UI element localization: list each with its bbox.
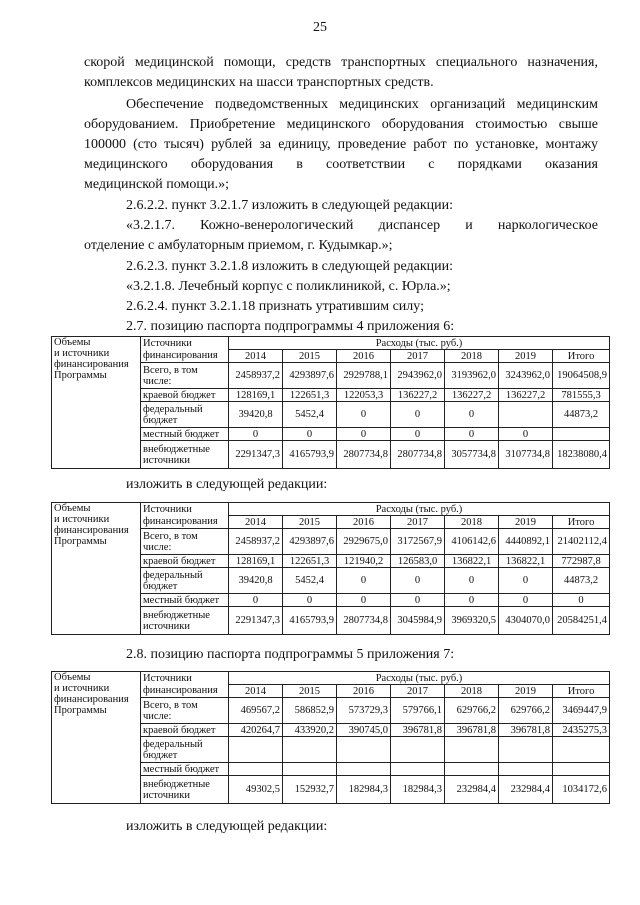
table-cell: 573729,3 — [337, 698, 391, 724]
passport-table-new-subprogram-4 — [51, 502, 610, 635]
year-header: 2015 — [283, 516, 337, 529]
table-cell — [553, 737, 610, 763]
table-cell — [391, 737, 445, 763]
row-label: местный бюджет — [141, 594, 229, 607]
passport-table-old-subprogram-4 — [51, 336, 610, 469]
text-line: 2.6.2.4. пункт 3.2.1.18 признать утратившим силу; — [126, 299, 424, 314]
table-cell: 128169,1 — [229, 389, 283, 402]
table-cell: 3243962,0 — [499, 363, 553, 389]
year-header: 2018 — [445, 516, 499, 529]
table-cell: 3969320,5 — [445, 607, 499, 635]
table-cell: 0 — [229, 594, 283, 607]
table-cell: 3107734,8 — [499, 441, 553, 469]
year-header: 2016 — [337, 350, 391, 363]
table-cell: 0 — [391, 402, 445, 428]
table-cell: 4106142,6 — [445, 529, 499, 555]
year-header: 2017 — [391, 685, 445, 698]
row-label: Всего, в том числе: — [141, 363, 229, 389]
table-cell: 0 — [553, 594, 610, 607]
year-header: 2015 — [283, 685, 337, 698]
table-cell: 3469447,9 — [553, 698, 610, 724]
table-cell: 396781,8 — [499, 724, 553, 737]
table-cell: 49302,5 — [229, 776, 283, 804]
expenses-header: Расходы (тыс. руб.) — [229, 337, 610, 350]
table-cell: 629766,2 — [445, 698, 499, 724]
page-number: 25 — [313, 20, 327, 35]
table-cell — [337, 737, 391, 763]
text-line: комплексов медицинских на шасси транспортных средств. — [84, 75, 434, 90]
table-cell: 4293897,6 — [283, 529, 337, 555]
text-line: оборудованием. Приобретение медицинского оборудования стоимостью свыше — [84, 117, 598, 132]
table-cell: 122651,3 — [283, 389, 337, 402]
row-label: краевой бюджет — [141, 555, 229, 568]
table-cell: 0 — [499, 428, 553, 441]
row-label: внебюджетные источники — [141, 776, 229, 804]
table-cell: 136822,1 — [499, 555, 553, 568]
row-label: краевой бюджет — [141, 724, 229, 737]
table-cell: 4165793,9 — [283, 441, 337, 469]
text-line: изложить в следующей редакции: — [126, 819, 328, 834]
table-label: Объемы и источники финансирования Программы — [52, 672, 141, 804]
text-line: 2.7. позицию паспорта подпрограммы 4 приложения 6: — [126, 319, 455, 334]
table-cell: 2291347,3 — [229, 607, 283, 635]
row-label: Всего, в том числе: — [141, 529, 229, 555]
row-label: внебюджетные источники — [141, 607, 229, 635]
table-cell: 136227,2 — [445, 389, 499, 402]
table-cell: 2807734,8 — [337, 607, 391, 635]
table-cell: 122053,3 — [337, 389, 391, 402]
table-label: Объемы и источники финансирования Программы — [52, 337, 141, 469]
table-cell: 152932,7 — [283, 776, 337, 804]
table-cell: 2435275,3 — [553, 724, 610, 737]
table-cell: 4304070,0 — [499, 607, 553, 635]
table-cell: 2291347,3 — [229, 441, 283, 469]
expenses-header: Расходы (тыс. руб.) — [229, 672, 610, 685]
table-cell: 0 — [337, 568, 391, 594]
text-line: изложить в следующей редакции: — [126, 477, 328, 492]
table-cell: 0 — [391, 428, 445, 441]
table-cell: 396781,8 — [391, 724, 445, 737]
table-cell: 0 — [499, 594, 553, 607]
table-cell — [229, 737, 283, 763]
year-header: 2019 — [499, 685, 553, 698]
table-cell: 0 — [337, 428, 391, 441]
table-cell: 2458937,2 — [229, 363, 283, 389]
year-header: 2015 — [283, 350, 337, 363]
year-header: 2014 — [229, 685, 283, 698]
text-line: отделение с амбулаторным приемом, г. Кудымкар.»; — [84, 238, 393, 253]
table-cell: 4293897,6 — [283, 363, 337, 389]
table-cell — [283, 737, 337, 763]
passport-table-old-subprogram-5 — [51, 671, 610, 804]
table-cell — [499, 763, 553, 776]
table-cell: 136822,1 — [445, 555, 499, 568]
table-cell: 232984,4 — [499, 776, 553, 804]
table-cell: 39420,8 — [229, 568, 283, 594]
table-cell: 4440892,1 — [499, 529, 553, 555]
table-cell — [283, 763, 337, 776]
text-line: 100000 (сто тысяч) рублей за единицу, проведение работ по установке, монтажу — [84, 137, 598, 152]
table-cell: 2458937,2 — [229, 529, 283, 555]
table-cell: 579766,1 — [391, 698, 445, 724]
table-cell: 0 — [283, 428, 337, 441]
table-cell: 5452,4 — [283, 568, 337, 594]
text-line: 2.6.2.3. пункт 3.2.1.8 изложить в следующей редакции: — [126, 259, 453, 274]
table-cell: 2807734,8 — [391, 441, 445, 469]
row-label: федеральный бюджет — [141, 402, 229, 428]
year-header: 2018 — [445, 685, 499, 698]
row-label: внебюджетные источники — [141, 441, 229, 469]
table-cell: 390745,0 — [337, 724, 391, 737]
total-header: Итого — [553, 685, 610, 698]
row-label: местный бюджет — [141, 763, 229, 776]
table-cell: 420264,7 — [229, 724, 283, 737]
table-cell: 0 — [283, 594, 337, 607]
text-line: «3.2.1.7. Кожно-венерологический диспансер и наркологическое — [126, 218, 598, 233]
table-cell: 21402112,4 — [553, 529, 610, 555]
table-cell: 0 — [445, 568, 499, 594]
expenses-header: Расходы (тыс. руб.) — [229, 503, 610, 516]
total-header: Итого — [553, 516, 610, 529]
table-cell: 136227,2 — [499, 389, 553, 402]
sources-header: Источники финансирования — [141, 672, 229, 698]
table-cell — [445, 763, 499, 776]
table-cell: 5452,4 — [283, 402, 337, 428]
table-cell — [499, 402, 553, 428]
table-cell: 0 — [499, 568, 553, 594]
text-line: медицинской помощи.»; — [84, 177, 230, 192]
table-cell: 433920,2 — [283, 724, 337, 737]
table-cell: 629766,2 — [499, 698, 553, 724]
table-cell: 3057734,8 — [445, 441, 499, 469]
table-cell: 1034172,6 — [553, 776, 610, 804]
table-cell — [229, 763, 283, 776]
year-header: 2016 — [337, 685, 391, 698]
table-cell — [553, 763, 610, 776]
sources-header: Источники финансирования — [141, 337, 229, 363]
table-cell: 0 — [391, 568, 445, 594]
text-line: медицинского оборудования в соответствии с порядками оказания — [84, 157, 598, 172]
table-cell: 396781,8 — [445, 724, 499, 737]
table-cell: 3045984,9 — [391, 607, 445, 635]
table-cell: 586852,9 — [283, 698, 337, 724]
year-header: 2019 — [499, 516, 553, 529]
table-cell: 182984,3 — [391, 776, 445, 804]
table-cell: 4165793,9 — [283, 607, 337, 635]
table-cell: 20584251,4 — [553, 607, 610, 635]
table-cell: 232984,4 — [445, 776, 499, 804]
table-cell: 18238080,4 — [553, 441, 610, 469]
year-header: 2014 — [229, 516, 283, 529]
table-cell: 0 — [445, 594, 499, 607]
table-cell: 0 — [445, 402, 499, 428]
table-cell — [391, 763, 445, 776]
text-line: 2.6.2.2. пункт 3.2.1.7 изложить в следующей редакции: — [126, 198, 453, 213]
table-cell: 0 — [337, 594, 391, 607]
sources-header: Источники финансирования — [141, 503, 229, 529]
table-cell: 19064508,9 — [553, 363, 610, 389]
row-label: федеральный бюджет — [141, 568, 229, 594]
text-line: скорой медицинской помощи, средств транспортных специального назначения, — [84, 55, 598, 70]
year-header: 2017 — [391, 350, 445, 363]
text-line: Обеспечение подведомственных медицинских организаций медицинским — [126, 97, 598, 112]
year-header: 2018 — [445, 350, 499, 363]
row-label: краевой бюджет — [141, 389, 229, 402]
table-cell: 0 — [337, 402, 391, 428]
table-cell: 2943962,0 — [391, 363, 445, 389]
table-cell: 2929675,0 — [337, 529, 391, 555]
table-cell: 3193962,0 — [445, 363, 499, 389]
table-cell: 121940,2 — [337, 555, 391, 568]
year-header: 2017 — [391, 516, 445, 529]
table-cell: 0 — [229, 428, 283, 441]
year-header: 2019 — [499, 350, 553, 363]
table-cell: 182984,3 — [337, 776, 391, 804]
table-cell — [499, 737, 553, 763]
total-header: Итого — [553, 350, 610, 363]
table-cell: 0 — [391, 594, 445, 607]
table-cell: 469567,2 — [229, 698, 283, 724]
table-cell — [553, 428, 610, 441]
table-cell: 2929788,1 — [337, 363, 391, 389]
table-cell: 3172567,9 — [391, 529, 445, 555]
text-line: 2.8. позицию паспорта подпрограммы 5 приложения 7: — [126, 647, 455, 662]
table-cell: 2807734,8 — [337, 441, 391, 469]
row-label: местный бюджет — [141, 428, 229, 441]
table-cell: 126583,0 — [391, 555, 445, 568]
row-label: Всего, в том числе: — [141, 698, 229, 724]
year-header: 2014 — [229, 350, 283, 363]
table-cell: 44873,2 — [553, 568, 610, 594]
table-cell: 39420,8 — [229, 402, 283, 428]
table-cell: 128169,1 — [229, 555, 283, 568]
year-header: 2016 — [337, 516, 391, 529]
table-cell: 0 — [445, 428, 499, 441]
table-cell — [337, 763, 391, 776]
text-line: «3.2.1.8. Лечебный корпус с поликлиникой, с. Юрла.»; — [126, 279, 451, 294]
table-cell — [445, 737, 499, 763]
table-cell: 122651,3 — [283, 555, 337, 568]
table-cell: 772987,8 — [553, 555, 610, 568]
table-label: Объемы и источники финансирования Программы — [52, 503, 141, 635]
table-cell: 781555,3 — [553, 389, 610, 402]
table-cell: 44873,2 — [553, 402, 610, 428]
row-label: федеральный бюджет — [141, 737, 229, 763]
table-cell: 136227,2 — [391, 389, 445, 402]
